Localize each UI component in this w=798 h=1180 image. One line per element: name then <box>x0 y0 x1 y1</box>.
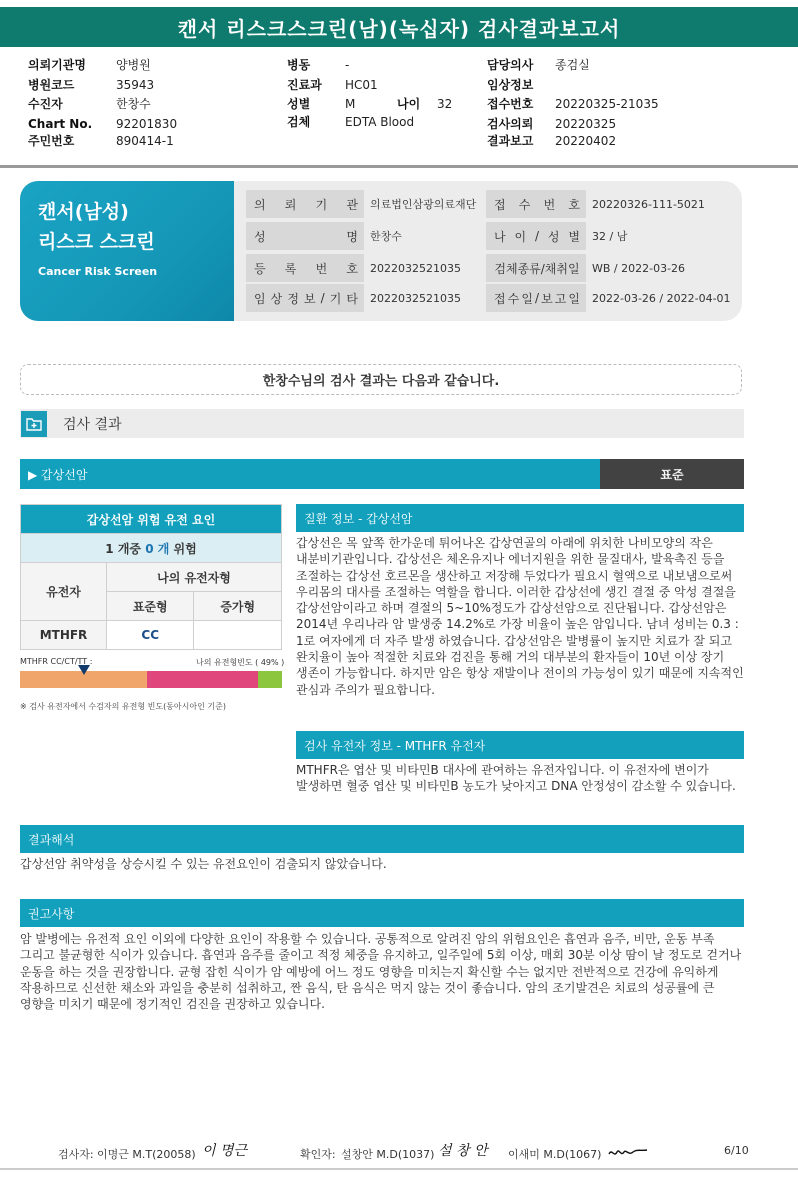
header-label: 주민번호 <box>28 134 75 148</box>
increased-genotype-cell <box>194 621 282 650</box>
info-key-char: 타 <box>346 291 358 306</box>
text-line: 우리몸의 대사를 조절하는 역할을 합니다. 이러한 갑상선에 생긴 결절 중 악성 결절을 <box>296 584 736 599</box>
folder-plus-icon <box>21 411 47 437</box>
cancer-name: ▶ 갑상선암 <box>20 459 600 489</box>
confirmer1-signature: 설 창 안 <box>438 1143 488 1159</box>
product-banner <box>20 181 234 321</box>
risk-count-prefix: 1 개중 <box>105 541 142 556</box>
info-key-char: 등 <box>254 261 266 276</box>
report-footer <box>0 1140 798 1164</box>
cancer-result-bar <box>20 459 744 489</box>
header-value: 한창수 <box>116 97 151 111</box>
header-value: 92201830 <box>116 117 178 131</box>
text-line: 갑상선암이라고 하며 결절의 5~10%정도가 갑상선암으로 진단됩니다. 갑상선암은 <box>296 601 727 616</box>
header-value: HC01 <box>345 78 378 92</box>
text-line: 완치율이 높아 적절한 치료와 검진을 통해 거의 대부분의 환자들이 10년 이상 장기 <box>296 650 725 665</box>
info-key-char: 기 <box>329 291 342 306</box>
info-key <box>486 284 586 312</box>
info-key-char: / <box>534 229 540 243</box>
info-key-char: / <box>534 291 540 305</box>
header-label: 진료과 <box>287 78 322 92</box>
info-key-char: 일 <box>521 291 533 306</box>
frequency-segment-ct <box>147 671 258 688</box>
gene-info-text <box>296 762 744 795</box>
header-value: M <box>345 97 356 111</box>
info-key-char: 성 <box>547 229 560 244</box>
risk-count <box>21 534 282 563</box>
info-key-char: 수 <box>507 291 520 306</box>
header-value: 890414-1 <box>116 134 174 148</box>
gene-name-cell: MTHFR <box>21 621 107 650</box>
disease-info-text <box>296 535 744 698</box>
risk-count-suffix: 위험 <box>173 541 197 556</box>
text-line: 발생하면 혈중 엽산 및 비타민B 농도가 낮아지고 DNA 안정성이 감소할 수 있습니다. <box>296 779 736 794</box>
info-key <box>246 190 364 218</box>
age-label: 나이 <box>397 97 421 111</box>
info-value: WB / 2022-03-26 <box>592 261 686 275</box>
info-key-char: 명 <box>346 229 358 244</box>
header-label: 수진자 <box>28 97 63 111</box>
page-number: 6/10 <box>724 1144 749 1157</box>
info-key-char: 일 <box>568 291 580 306</box>
text-line: 갑상선은 목 앞쪽 한가운데 튀어나온 갑상연골의 아래에 위치한 나비모양의 작은 <box>296 536 713 550</box>
column-header-gene: 유전자 <box>21 563 107 621</box>
header-value: 종검실 <box>555 58 590 72</box>
info-key-char: 보 <box>303 291 316 306</box>
text-line: 내분비기관입니다. 갑상선은 체온유지나 에너지원을 위한 물질대사, 발육촉진 등을 <box>296 552 725 567</box>
text-line: 1로 여자에게 더 자주 발생 하였습니다. 갑상선암은 발병률이 높지만 치료가 잘 되고 <box>296 633 732 648</box>
text-line: 생존이 가능합니다. 하지만 암은 항상 재발이나 전이의 가능성이 있기 때문에 지속적인 <box>296 666 744 681</box>
info-value: 의료법인삼광의료재단 <box>370 198 477 211</box>
tester-label: 검사자: <box>58 1148 94 1161</box>
header-label: 접수번호 <box>487 97 534 111</box>
my-frequency-label: 나의 유전형빈도 ( 49% ) <box>196 658 285 667</box>
column-header-increased: 증가형 <box>194 592 282 621</box>
info-key-char: / <box>320 291 325 305</box>
text-line: 그리고 불균형한 식이가 있습니다. 흡연과 음주를 줄이고 적정 체중을 유지하고, 일주일에 5회 이상, 매회 30분 이상 땀이 날 정도로 걷거나 <box>20 948 742 963</box>
info-key <box>486 190 586 218</box>
age-value: 32 <box>437 97 453 111</box>
info-key <box>486 254 586 282</box>
my-genotype-marker <box>78 665 90 675</box>
info-key <box>246 254 364 282</box>
text-line: 관심과 주의가 필요합니다. <box>296 682 435 697</box>
header-label: 검체 <box>287 115 311 129</box>
info-key-char: 수 <box>518 197 531 212</box>
genotype-frequency-bar <box>20 671 282 688</box>
section-header-results <box>20 409 744 438</box>
tester-signature: 이 명근 <box>202 1143 248 1159</box>
info-key-char: 나 <box>494 229 506 244</box>
header-label: 임상정보 <box>487 78 534 92</box>
info-key-char: 기 <box>315 197 328 212</box>
info-key-char: 번 <box>315 261 328 276</box>
info-key <box>486 222 586 250</box>
gene-info-header: 검사 유전자 정보 - MTHFR 유전자 <box>296 731 744 759</box>
text-line: 작용하므로 신선한 채소와 과일을 충분히 섭취하고, 짠 음식, 탄 음식은 먹지 않는 것이 좋습니다. 암의 조기발견은 치료의 성공률에 큰 <box>20 980 715 995</box>
standard-genotype-cell: CC <box>107 621 194 650</box>
risk-count-value: 0 개 <box>145 541 170 556</box>
info-key-char: 이 <box>514 229 527 244</box>
disease-info-header: 질환 정보 - 갑상선암 <box>296 504 744 532</box>
info-key-char: 호 <box>346 261 358 276</box>
text-line: 암 발병에는 유전적 요인 이외에 다양한 요인이 작용할 수 있습니다. 공통적으로 알려진 암의 위험요인은 흡연과 음주, 비만, 운동 부족 <box>20 932 715 946</box>
info-key-char: 보 <box>541 291 553 306</box>
product-name-line2: 리스크 스크린 <box>38 231 155 253</box>
info-key-char: 번 <box>543 197 556 212</box>
header-label: Chart No. <box>28 117 93 131</box>
info-value: 2022-03-26 / 2022-04-01 <box>592 291 731 305</box>
result-summary-banner: 한창수님의 검사 결과는 다음과 같습니다. <box>20 364 742 395</box>
info-key-char: 정 <box>287 291 299 306</box>
product-name-line1: 캔서(남성) <box>38 201 129 223</box>
report-header-info <box>0 52 798 162</box>
header-value: 35943 <box>116 78 155 92</box>
bottom-divider <box>0 1168 798 1170</box>
confirmer-label: 확인자: <box>300 1148 336 1161</box>
header-value: EDTA Blood <box>345 115 415 129</box>
header-label: 성별 <box>287 97 311 111</box>
header-label: 담당의사 <box>487 58 534 72</box>
header-label: 병동 <box>287 58 311 72</box>
text-line: 영향을 미치기 때문에 정기적인 검진을 권장하고 있습니다. <box>20 997 325 1012</box>
column-header-standard: 표준형 <box>107 592 194 621</box>
section-title: 검사 결과 <box>63 416 122 433</box>
header-label: 결과보고 <box>487 134 534 148</box>
text-line: MTHFR은 엽산 및 비타민B 대사에 관여하는 유전자입니다. 이 유전자에 변이가 <box>296 763 709 777</box>
info-key-char: 임 <box>254 291 266 306</box>
tester-name: 이명근 M.T(20058) <box>97 1148 196 1161</box>
text-line: 운동을 하는 것을 권장합니다. 균형 잡힌 식이가 암 예방에 어느 정도 영향을 미치는지 확신할 수는 없지만 전반적으로 건강에 유익하게 <box>20 964 719 979</box>
header-value: 20220402 <box>555 134 617 148</box>
info-value: 2022032521035 <box>370 261 461 275</box>
info-key-char: 뢰 <box>284 197 297 212</box>
info-key-char: 호 <box>568 197 580 212</box>
frequency-footnote: ※ 검사 유전자에서 수검자의 유전형 빈도(동아시아인 기준) <box>20 702 226 711</box>
info-key-char: 접 <box>494 197 506 212</box>
product-name-en: Cancer Risk Screen <box>38 265 158 278</box>
advice-header: 권고사항 <box>20 899 744 927</box>
interpretation-text: 갑상선암 취약성을 상승시킬 수 있는 유전요인이 검출되지 않았습니다. <box>20 857 387 871</box>
confirmer2-signature <box>607 1144 649 1160</box>
header-label: 병원코드 <box>28 78 75 92</box>
header-value: 20220325-21035 <box>555 97 659 111</box>
header-label: 의뢰기관명 <box>28 58 86 72</box>
info-key-char: 관 <box>346 197 358 212</box>
info-value: 32 / 남 <box>592 230 628 243</box>
advice-text <box>20 931 746 1012</box>
info-key-char: 상 <box>270 291 283 306</box>
report-title: 캔서 리스크스크린(남)(녹십자) 검사결과보고서 <box>0 7 798 47</box>
confirmer1-name: 설창안 M.D(1037) <box>341 1148 435 1161</box>
text-line: 2014년 우리나라 암 발생중 14.2%로 가장 비율이 높은 암입니다. 남녀 성비는 0.3 : <box>296 617 739 632</box>
patient-info-card <box>20 181 742 321</box>
info-key-char: 록 <box>284 261 297 276</box>
info-key-char: 검체종류/채취일 <box>494 261 580 276</box>
frequency-segment-tt <box>258 671 282 688</box>
text-line: 조절하는 갑상선 호르몬을 생산하고 저장해 두었다가 필요시 혈액으로 내보냄으로써 <box>296 568 733 583</box>
genetic-factor-table <box>20 504 282 650</box>
column-header-my-genotype: 나의 유전자형 <box>107 563 282 592</box>
info-key-char: 별 <box>568 229 580 244</box>
info-key <box>246 222 364 250</box>
header-label: 검사의뢰 <box>487 117 534 131</box>
frequency-gene-label: MTHFR CC/CT/TT : <box>20 657 93 666</box>
header-divider <box>0 165 798 168</box>
header-value: 20220325 <box>555 117 617 131</box>
info-key-char: 접 <box>494 291 506 306</box>
info-key-char: 고 <box>554 291 567 306</box>
risk-grade-badge: 표준 <box>600 459 744 489</box>
header-value: - <box>345 58 350 72</box>
info-value: 20220326-111-5021 <box>592 197 705 211</box>
confirmer2-name: 이새미 M.D(1067) <box>508 1148 602 1161</box>
table-title: 갑상선암 위험 유전 요인 <box>21 505 282 534</box>
interpretation-header: 결과해석 <box>20 825 744 853</box>
info-value: 2022032521035 <box>370 291 461 305</box>
info-key-char: 의 <box>254 197 266 212</box>
info-key <box>246 284 364 312</box>
header-value: 양병원 <box>116 58 151 72</box>
info-value: 한창수 <box>370 230 402 243</box>
info-key-char: 성 <box>254 229 266 244</box>
